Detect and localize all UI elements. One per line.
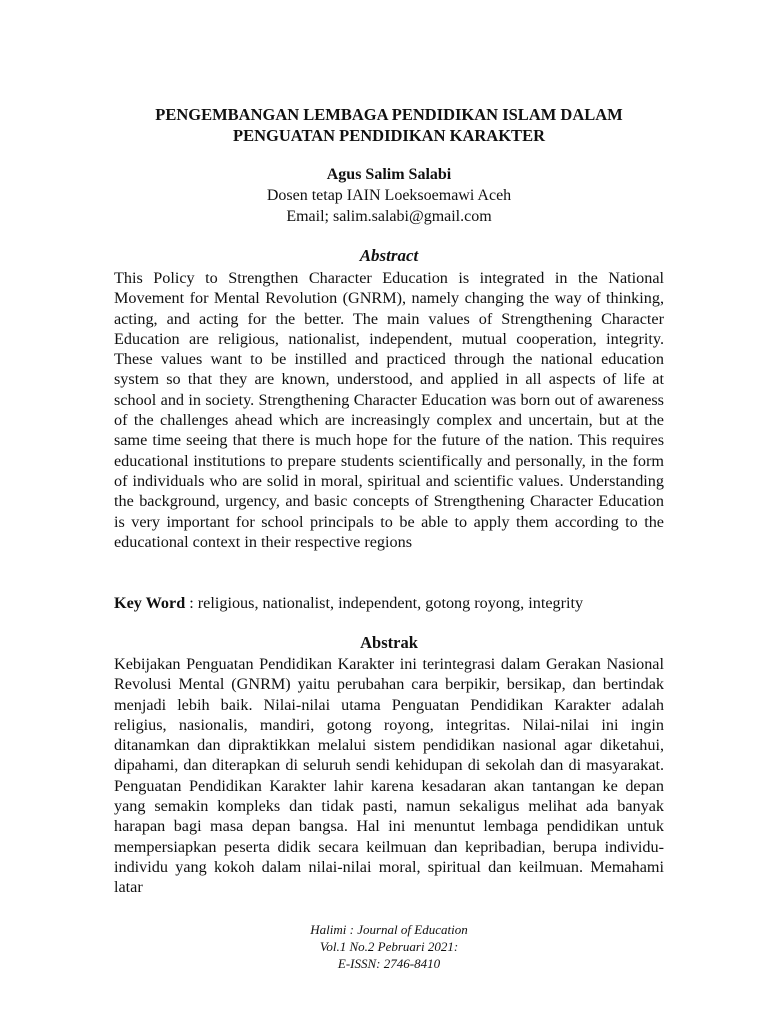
footer-journal-name: Halimi : Journal of Education — [310, 922, 468, 937]
abstract-heading-id: Abstrak — [360, 633, 418, 652]
paper-title — [114, 104, 664, 146]
author-email: Email; salim.salabi@gmail.com — [286, 208, 492, 225]
paper-title-line-2: PENGUATAN PENDIDIKAN KARAKTER — [233, 126, 545, 145]
footer-volume: Vol.1 No.2 Pebruari 2021: — [319, 939, 459, 954]
abstract-heading-en: Abstract — [359, 246, 419, 265]
footer-issn: E-ISSN: 2746-8410 — [337, 956, 441, 971]
journal-footer — [114, 921, 664, 972]
abstract-body-id: Kebijakan Penguatan Pendidikan Karakter ini terintegrasi dalam Gerakan Nasional Revolusi Mental (GNRM) yaitu perubahan cara berpikir, bersikap, dan bertindak menjadi lebih baik. Nilai-nilai utama Penguatan Pendidikan Karakter adalah religius, nasionalis, mandiri, gotong royong, integritas. Nilai-nilai ini ingin ditanamkan dan dipraktikkan melalui sistem pendidikan nasional agar diketahui, dipahami, dan diterapkan di seluruh sendi kehidupan di sekolah dan di masyarakat. Penguatan Pendidikan Karakter lahir karena kesadaran akan tantangan ke depan yang semakin kompleks dan tidak pasti, namun sekaligus melihat ada banyak harapan bagi masa depan bangsa. Hal ini menuntut lembaga pendidikan untuk mempersiapkan peserta didik secara keilmuan dan kepribadian, berupa individu-individu yang kokoh dalam nilai-nilai moral, spiritual dan keilmuan. Memahami latar — [114, 655, 664, 897]
keywords-line — [114, 593, 674, 613]
author-affiliation: Dosen tetap IAIN Loeksoemawi Aceh — [266, 187, 512, 204]
author-name: Agus Salim Salabi — [326, 166, 452, 183]
author-block — [114, 164, 664, 227]
keywords-label: Key Word — [114, 594, 186, 612]
keywords-text: : religious, nationalist, independent, gotong royong, integrity — [185, 594, 584, 612]
abstract-body-en: This Policy to Strengthen Character Education is integrated in the National Movement for Mental Revolution (GNRM), namely changing the way of thinking, acting, and acting for the better. The main values of Strengthening Character Education are religious, nationalist, independent, mutual cooperation, integrity. These values want to be instilled and practiced through the national education system so that they are known, understood, and applied in all aspects of life at school and in society. Strengthening Character Education was born out of awareness of the challenges ahead which are increasingly complex and uncertain, but at the same time seeing that there is much hope for the future of the nation. This requires educational institutions to prepare students scientifically and personally, in the form of individuals who are solid in moral, spiritual and scientific values. Understanding the background, urgency, and basic concepts of Strengthening Character Education is very important for school principals to be able to apply them according to the educational context in their respective regions — [114, 269, 664, 551]
paper-title-line-1: PENGEMBANGAN LEMBAGA PENDIDIKAN ISLAM DALAM — [155, 105, 623, 124]
